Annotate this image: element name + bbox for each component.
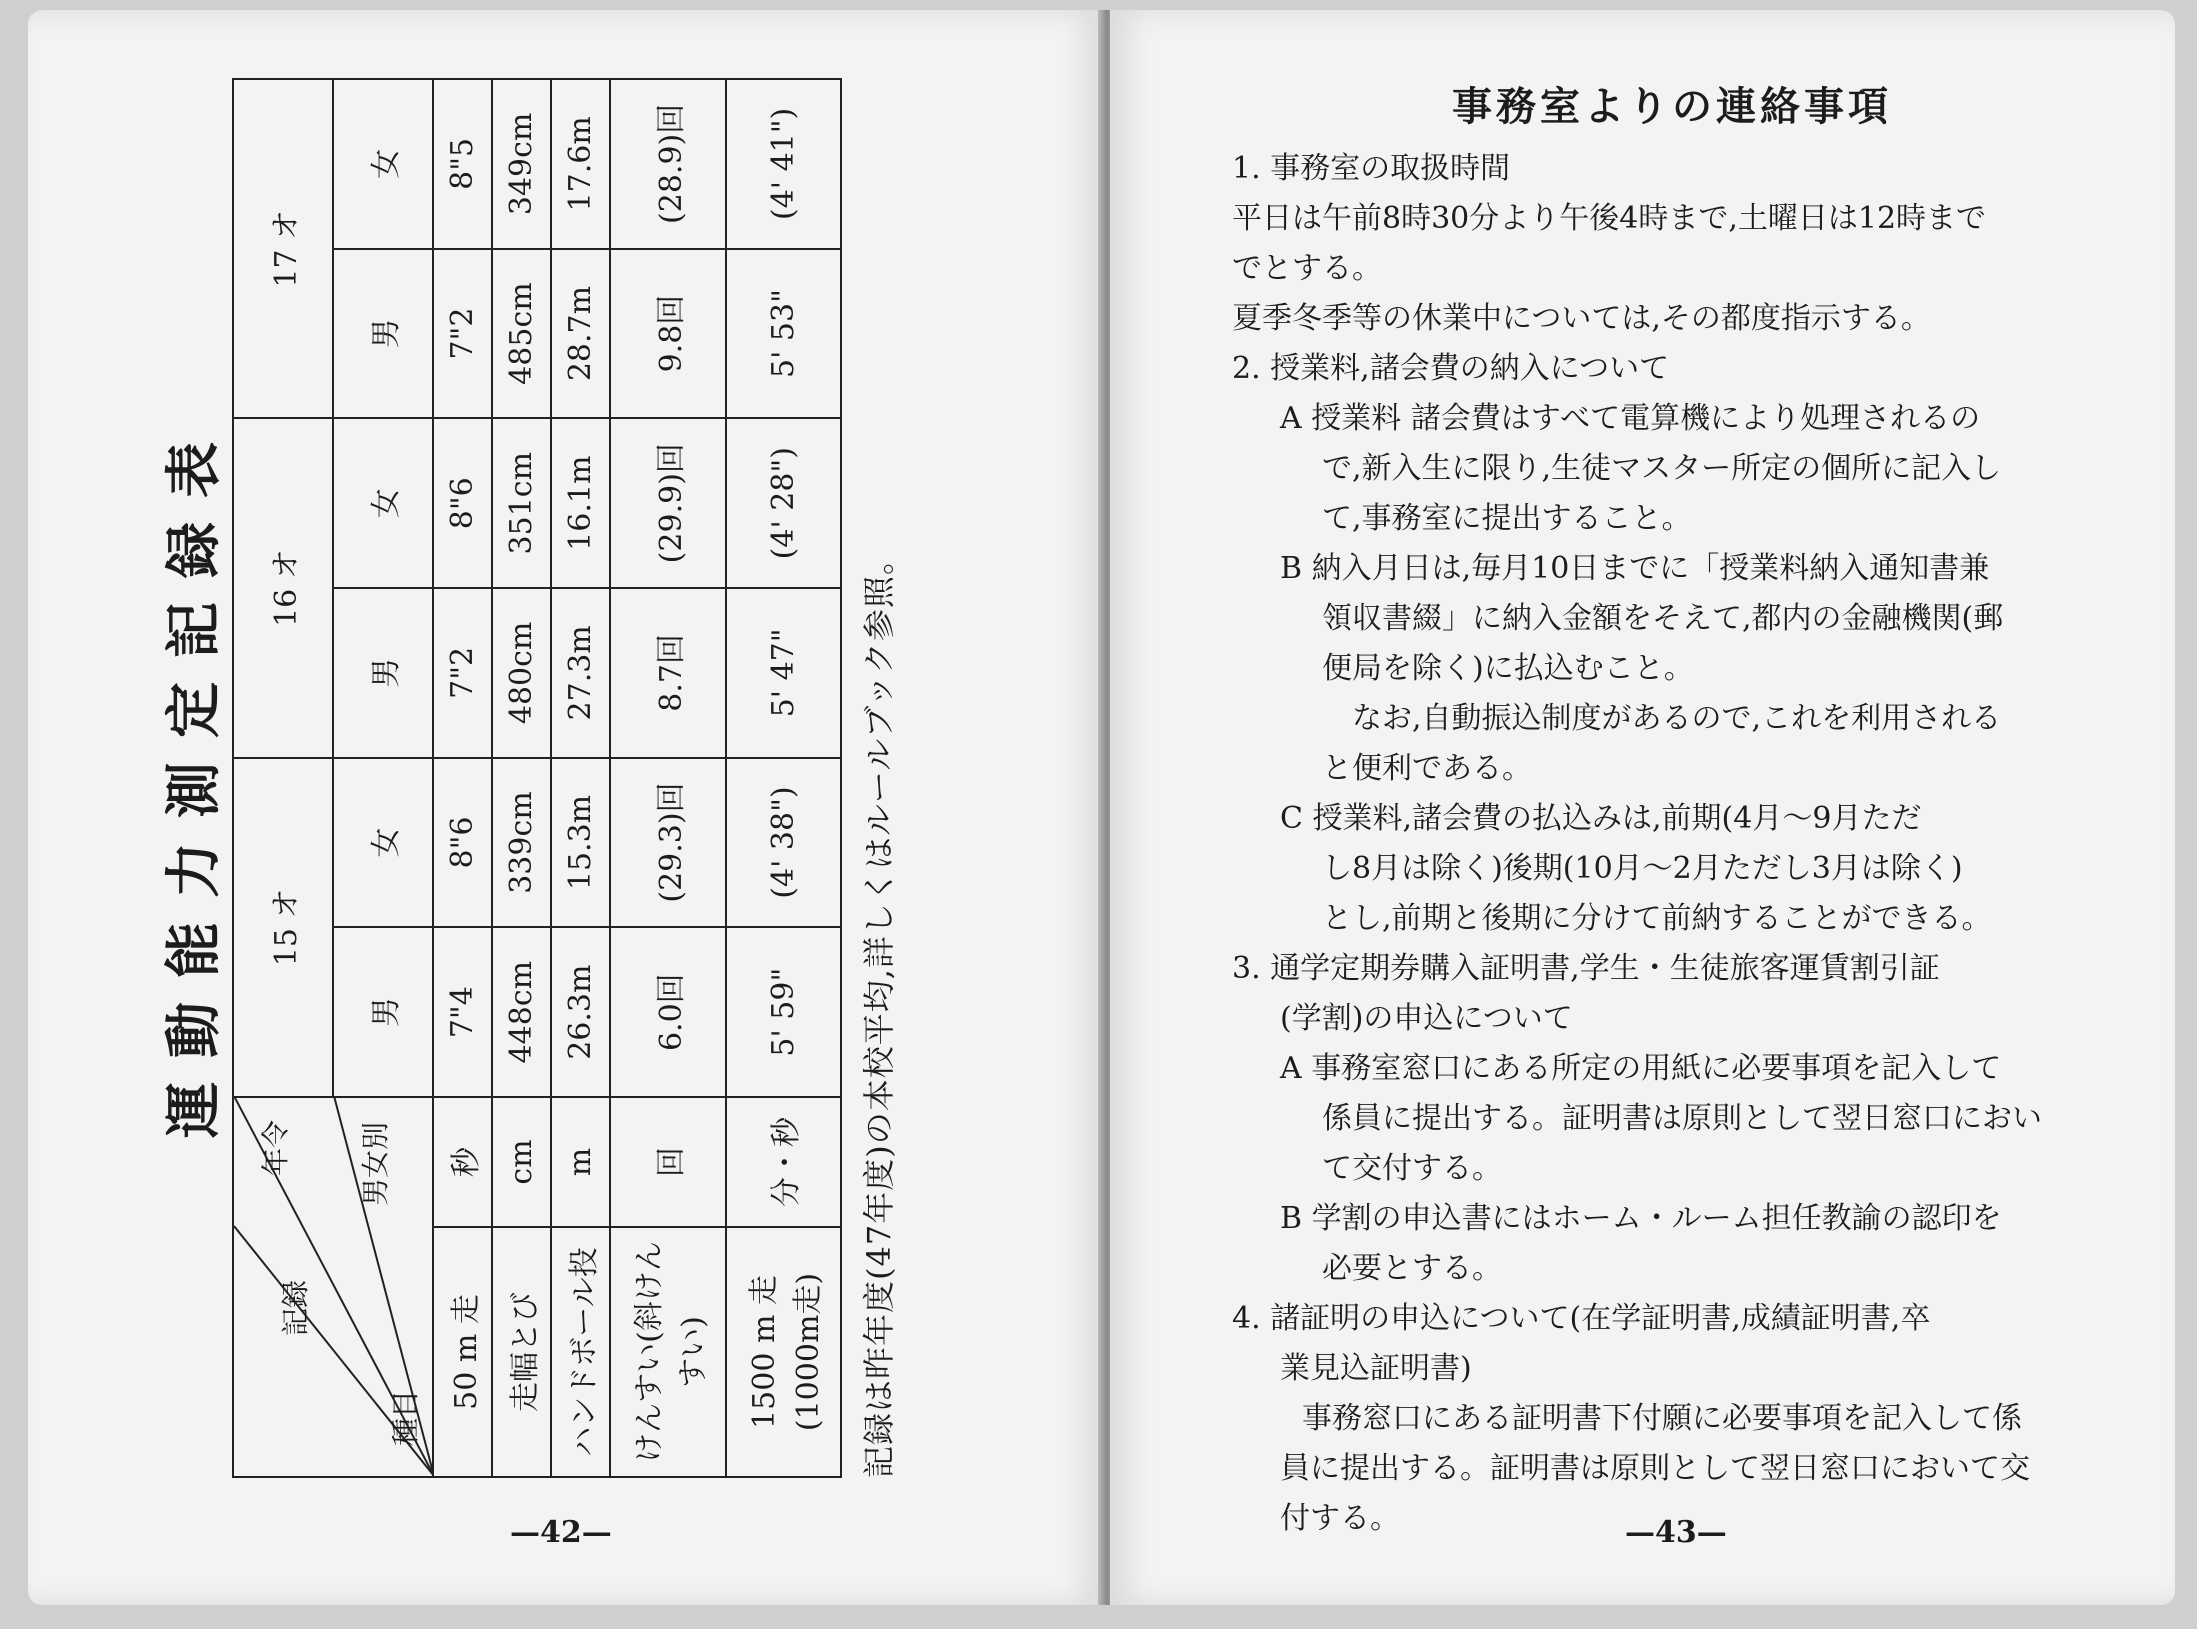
value-cell: 5' 53" — [726, 249, 841, 419]
value-cell: 17.6m — [551, 79, 610, 249]
value-cell: 26.3m — [551, 927, 610, 1097]
value-cell: 16.1m — [551, 418, 610, 588]
value-cell: 7"2 — [433, 588, 492, 758]
value-cell: 8"6 — [433, 418, 492, 588]
notice-line: と便利である。 — [1322, 751, 1532, 786]
table-row — [492, 79, 551, 1477]
table-row — [610, 79, 725, 1477]
sex-header: 男 — [333, 588, 433, 758]
notice-line: 領収書綴」に納入金額をそえて,都内の金融機関(郵 — [1322, 601, 2004, 636]
fitness-record-table-rotated — [161, 78, 922, 1478]
notice-line: A 授業料 諸会費はすべて電算機により処理されるの — [1280, 401, 1981, 436]
value-cell: 28.7m — [551, 249, 610, 419]
notice-line: A 事務室窓口にある所定の用紙に必要事項を記入して — [1280, 1051, 2002, 1086]
value-cell: (4' 38") — [726, 758, 841, 928]
notice-line: て,事務室に提出すること。 — [1322, 501, 1692, 536]
notice-line: し8月は除く)後期(10月〜2月ただし3月は除く) — [1322, 851, 1963, 886]
notice-line: 員に提出する。証明書は原則として翌日窓口において交 — [1280, 1451, 2030, 1486]
notice-line: C 授業料,諸会費の払込みは,前期(4月〜9月ただ — [1280, 801, 1922, 836]
table-footnote: 記録は昨年度(47年度)の本校平均,詳しくはルールブック参照。 — [860, 542, 898, 1478]
value-cell: (29.3)回 — [610, 758, 725, 928]
age-header-16: 16 オ — [233, 418, 333, 757]
value-cell: 8"6 — [433, 758, 492, 928]
value-cell: 15.3m — [551, 758, 610, 928]
notice-line: (学割)の申込について — [1280, 1001, 1573, 1036]
table-row — [726, 79, 841, 1477]
event-cell: 50 m 走 — [433, 1227, 492, 1477]
value-cell: 7"2 — [433, 249, 492, 419]
notice-line: 夏季冬季等の休業中については,その都度指示する。 — [1232, 301, 1931, 336]
event-cell: 走幅とび — [492, 1227, 551, 1477]
notice-line: 事務窓口にある証明書下付願に必要事項を記入して係 — [1302, 1401, 2022, 1436]
value-cell: 9.8回 — [610, 249, 725, 419]
notice-line: 係員に提出する。証明書は原則として翌日窓口におい — [1322, 1101, 2042, 1136]
notice-line: B 納入月日は,毎月10日までに「授業料納入通知書兼 — [1280, 551, 1990, 586]
section-heading: 3. 通学定期券購入証明書,学生・生徒旅客運賃割引証 — [1232, 951, 1940, 986]
value-cell: 485cm — [492, 249, 551, 419]
value-cell: 27.3m — [551, 588, 610, 758]
value-cell: 349cm — [492, 79, 551, 249]
notice-line: 業見込証明書) — [1280, 1351, 1472, 1386]
value-cell: (4' 41") — [726, 79, 841, 249]
value-cell: 7"4 — [433, 927, 492, 1097]
age-header-17: 17 オ — [233, 79, 333, 418]
header-diagonal-cell — [233, 1097, 433, 1477]
notice-line: B 学割の申込書にはホーム・ルーム担任教諭の認印を — [1280, 1201, 2002, 1236]
value-cell: (29.9)回 — [610, 418, 725, 588]
value-cell: (28.9)回 — [610, 79, 725, 249]
unit-cell: 分・秒 — [726, 1097, 841, 1227]
page-number-right: —43— — [1625, 1515, 1727, 1550]
notice-title: 事務室よりの連絡事項 — [1452, 83, 1892, 130]
section-heading: 2. 授業料,諸会費の納入について — [1232, 351, 1670, 386]
record-label: 記録 — [279, 1279, 312, 1336]
value-cell: 339cm — [492, 758, 551, 928]
notice-line: 平日は午前8時30分より午後4時まで,土曜日は12時まで — [1232, 201, 1987, 236]
sex-header: 女 — [333, 418, 433, 588]
sex-header: 男 — [333, 249, 433, 419]
event-cell: ハンドボール投 — [551, 1227, 610, 1477]
notice-line: 便局を除く)に払込むこと。 — [1322, 651, 1694, 686]
unit-cell: cm — [492, 1097, 551, 1227]
value-cell: 448cm — [492, 927, 551, 1097]
value-cell: 8"5 — [433, 79, 492, 249]
event-cell: 1500 m 走(1000m走) — [726, 1227, 841, 1477]
unit-cell: 秒 — [433, 1097, 492, 1227]
value-cell: 8.7回 — [610, 588, 725, 758]
value-cell: (4' 28") — [726, 418, 841, 588]
notice-line: なお,自動振込制度があるので,これを利用される — [1352, 701, 2002, 736]
notice-line: でとする。 — [1232, 251, 1382, 286]
value-cell: 480cm — [492, 588, 551, 758]
value-cell: 5' 59" — [726, 927, 841, 1097]
page-number-left: —42— — [510, 1515, 612, 1550]
value-cell: 351cm — [492, 418, 551, 588]
sex-label: 男女別 — [359, 1121, 392, 1206]
notice-line: とし,前期と後期に分けて前納することができる。 — [1322, 901, 1992, 936]
sex-header: 女 — [333, 758, 433, 928]
sex-header: 女 — [333, 79, 433, 249]
age-header-15: 15 オ — [233, 758, 333, 1097]
sex-header: 男 — [333, 927, 433, 1097]
table-row — [433, 79, 492, 1477]
table-title: 運動能力測定記録表 — [161, 418, 227, 1138]
section-heading: 1. 事務室の取扱時間 — [1232, 151, 1511, 186]
age-label: 年令 — [259, 1119, 292, 1176]
unit-cell: 回 — [610, 1097, 725, 1227]
notice-line: 付する。 — [1280, 1501, 1400, 1536]
notice-line: で,新入生に限り,生徒マスター所定の個所に記入し — [1322, 451, 2002, 486]
section-heading: 4. 諸証明の申込について(在学証明書,成績証明書,卒 — [1232, 1301, 1931, 1336]
event-label: 種目 — [389, 1389, 422, 1446]
notice-line: て交付する。 — [1322, 1151, 1502, 1186]
notice-line: 必要とする。 — [1322, 1251, 1502, 1286]
table-row — [551, 79, 610, 1477]
fitness-record-table — [232, 78, 842, 1478]
unit-cell: m — [551, 1097, 610, 1227]
event-cell: けんすい(斜けんすい) — [610, 1227, 725, 1477]
value-cell: 5' 47" — [726, 588, 841, 758]
value-cell: 6.0回 — [610, 927, 725, 1097]
office-notices — [1232, 82, 2112, 1544]
